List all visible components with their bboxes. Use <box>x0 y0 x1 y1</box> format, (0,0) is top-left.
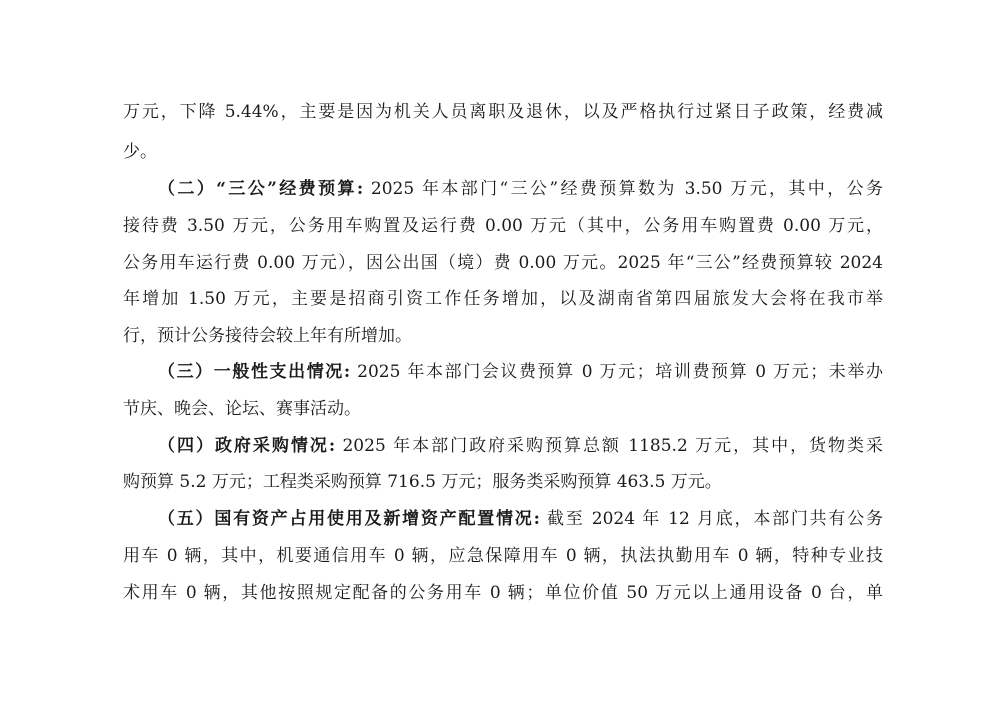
p4-line-1 <box>158 504 883 534</box>
p3-heading: （四）政府采购情况: <box>158 436 336 456</box>
p4-line-1-text: 截至 2024 年 12 月底，本部门共有公务 <box>539 509 883 529</box>
p1-line-3: 公务用车运行费 0.00 万元），因公出国（境）费 0.00 万元。2025 年“三公”经费预算较 2024 <box>123 253 883 273</box>
p0-line-1: 万元，下降 5.44%，主要是因为机关人员离职及退休，以及严格执行过紧日子政策，经费减 <box>123 102 883 122</box>
p0-line-2: 少。 <box>123 142 157 162</box>
p1-line-1 <box>158 174 883 204</box>
p4-line-2: 用车 0 辆，其中，机要通信用车 0 辆，应急保障用车 0 辆，执法执勤用车 0 辆，特种专业技 <box>123 546 883 566</box>
p2-line-1-text: 2025 年本部门会议费预算 0 万元；培训费预算 0 万元；未举办 <box>350 362 883 382</box>
p4-heading: （五）国有资产占用使用及新增资产配置情况: <box>158 509 540 529</box>
p1-line-1-text: 2025 年本部门“三公”经费预算数为 3.50 万元，其中，公务 <box>363 179 883 199</box>
p3-line-2: 购预算 5.2 万元；工程类采购预算 716.5 万元；服务类采购预算 463.5 万元。 <box>123 472 722 492</box>
p2-line-2: 节庆、晚会、论坛、赛事活动。 <box>123 399 361 419</box>
p4-line-3: 术用车 0 辆，其他按照规定配备的公务用车 0 辆；单位价值 50 万元以上通用设备 0 台，单 <box>123 583 883 603</box>
p3-line-1 <box>158 431 883 461</box>
p1-line-2: 接待费 3.50 万元，公务用车购置及运行费 0.00 万元（其中，公务用车购置费 0.00 万元， <box>123 216 883 236</box>
p1-heading: （二）“三公”经费预算: <box>158 179 364 199</box>
p1-line-4: 年增加 1.50 万元，主要是招商引资工作任务增加，以及湖南省第四届旅发大会将在我市举 <box>123 289 883 309</box>
p1-line-5: 行，预计公务接待会较上年有所增加。 <box>123 326 412 346</box>
p2-heading: （三）一般性支出情况: <box>158 362 351 382</box>
p2-line-1 <box>158 357 883 387</box>
p3-line-1-text: 2025 年本部门政府采购预算总额 1185.2 万元，其中，货物类采 <box>335 436 883 456</box>
